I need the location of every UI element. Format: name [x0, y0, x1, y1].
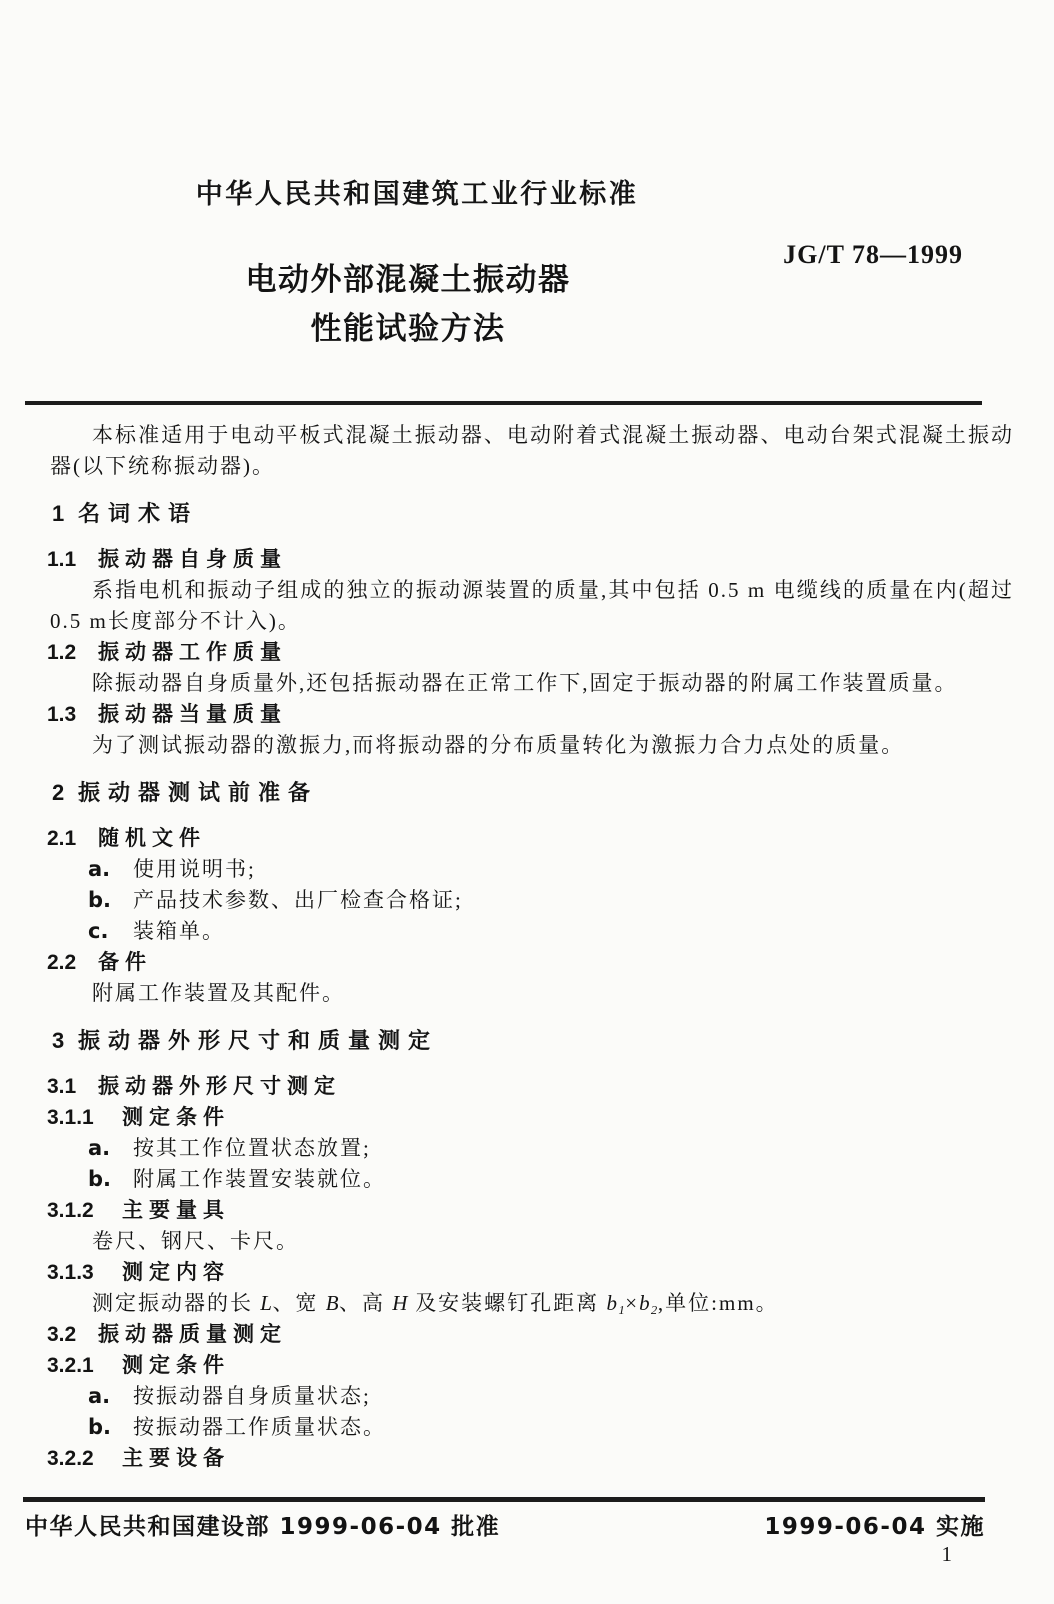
formula-text: 、高	[339, 1291, 393, 1315]
header-rule	[25, 401, 982, 405]
list-text: 使用说明书;	[133, 857, 256, 881]
section-title: 振动器质量测定	[98, 1322, 287, 1346]
variable-B: B	[325, 1291, 340, 1315]
list-item	[50, 916, 1014, 947]
formula-text: 、宽	[272, 1291, 326, 1315]
chapter-heading-2	[50, 777, 1014, 809]
list-item	[50, 1164, 1014, 1195]
list-item	[50, 1412, 1014, 1443]
chapter-number: 3	[52, 1028, 65, 1053]
chapter-title: 振动器外形尺寸和质量测定	[78, 1029, 439, 1054]
list-marker: a.	[88, 857, 111, 881]
section-title: 振动器外形尺寸测定	[98, 1074, 341, 1098]
list-text: 按振动器自身质量状态;	[133, 1384, 371, 1408]
section-title: 振动器自身质量	[98, 547, 287, 571]
standard-code: JG/T 78—1999	[783, 240, 963, 269]
paragraph-formula	[50, 1288, 1014, 1319]
list-text: 装箱单。	[133, 919, 225, 943]
section-heading-2-1	[47, 823, 1014, 854]
formula-text: 测定振动器的长	[92, 1291, 261, 1315]
section-heading-3-2	[47, 1319, 1014, 1350]
section-title: 备件	[98, 950, 152, 974]
document-title	[0, 256, 816, 354]
list-marker: c.	[88, 919, 109, 943]
formula-text: ,单位:mm。	[657, 1291, 779, 1315]
document-title-line2: 性能试验方法	[310, 311, 506, 347]
footer-rule	[23, 1497, 985, 1502]
list-marker: b.	[88, 888, 112, 912]
intro-paragraph: 本标准适用于电动平板式混凝土振动器、电动附着式混凝土振动器、电动台架式混凝土振动器(以下统称振动器)。	[50, 423, 1014, 478]
list-marker: b.	[88, 1415, 112, 1439]
section-heading-3-2-1	[47, 1350, 1014, 1381]
paragraph: 系指电机和振动子组成的独立的振动源装置的质量,其中包括 0.5 m 电缆线的质量在内(超过 0.5 m长度部分不计入)。	[50, 578, 1014, 633]
chapter-number: 1	[52, 501, 65, 526]
section-title: 测定内容	[122, 1260, 230, 1284]
chapter-number: 2	[52, 780, 65, 805]
section-number: 3.1.3	[47, 1261, 94, 1284]
formula-text: 及安装螺钉孔距离	[407, 1291, 607, 1315]
list-text: 产品技术参数、出厂检查合格证;	[133, 888, 463, 912]
list-item	[50, 1381, 1014, 1412]
chapter-title: 振动器测试前准备	[78, 781, 319, 806]
list-item	[50, 885, 1014, 916]
section-number: 3.1	[47, 1075, 77, 1098]
variable-b2: b₂	[639, 1291, 658, 1315]
list-marker: a.	[88, 1136, 111, 1160]
list-text: 附属工作装置安装就位。	[133, 1167, 386, 1191]
section-number: 3.1.1	[47, 1106, 94, 1129]
standard-type-heading: 中华人民共和国建筑工业行业标准	[195, 179, 639, 210]
chapter-heading-3	[50, 1025, 1014, 1057]
variable-H: H	[392, 1291, 408, 1315]
section-heading-2-2	[47, 947, 1014, 978]
multiply-sign: ×	[625, 1291, 640, 1315]
chapter-title: 名词术语	[78, 502, 199, 527]
paragraph: 附属工作装置及其配件。	[92, 981, 345, 1005]
section-heading-1-1	[47, 544, 1014, 575]
chapter-heading-1	[50, 498, 1014, 530]
section-title: 主要设备	[122, 1446, 230, 1470]
paragraph: 为了测试振动器的激振力,而将振动器的分布质量转化为激振力合力点处的质量。	[92, 733, 905, 757]
list-item	[50, 854, 1014, 885]
variable-b1: b₁	[606, 1291, 626, 1315]
section-heading-1-2	[47, 637, 1014, 668]
list-marker: a.	[88, 1384, 111, 1408]
section-number: 3.1.2	[47, 1199, 94, 1222]
paragraph: 卷尺、钢尺、卡尺。	[92, 1229, 299, 1253]
section-number: 2.1	[47, 827, 77, 850]
section-heading-3-1-2	[47, 1195, 1014, 1226]
list-marker: b.	[88, 1167, 112, 1191]
section-number: 3.2.1	[47, 1354, 94, 1377]
footer-implementation: 1999-06-04 实施	[764, 1514, 985, 1540]
paragraph: 除振动器自身质量外,还包括振动器在正常工作下,固定于振动器的附属工作装置质量。	[92, 671, 958, 695]
section-heading-3-1-1	[47, 1102, 1014, 1133]
section-title: 随机文件	[98, 826, 206, 850]
section-heading-3-1	[47, 1071, 1014, 1102]
section-title: 测定条件	[122, 1105, 230, 1129]
list-text: 按其工作位置状态放置;	[133, 1136, 371, 1160]
page-number: 1	[941, 1542, 952, 1566]
section-heading-3-1-3	[47, 1257, 1014, 1288]
document-title-line1: 电动外部混凝土振动器	[245, 262, 571, 298]
section-number: 3.2.2	[47, 1447, 94, 1470]
section-title: 振动器工作质量	[98, 640, 287, 664]
section-number: 2.2	[47, 951, 77, 974]
section-heading-1-3	[47, 699, 1014, 730]
variable-L: L	[260, 1291, 273, 1315]
section-number: 1.1	[47, 548, 77, 571]
section-heading-3-2-2	[47, 1443, 1014, 1474]
section-number: 1.3	[47, 703, 77, 726]
section-title: 测定条件	[122, 1353, 230, 1377]
document-body	[47, 420, 1014, 1474]
footer-approval: 中华人民共和国建设部 1999-06-04 批准	[25, 1514, 501, 1540]
section-title: 主要量具	[122, 1198, 230, 1222]
section-number: 3.2	[47, 1323, 77, 1346]
list-text: 按振动器工作质量状态。	[133, 1415, 386, 1439]
section-title: 振动器当量质量	[98, 702, 287, 726]
list-item	[50, 1133, 1014, 1164]
section-number: 1.2	[47, 641, 77, 664]
